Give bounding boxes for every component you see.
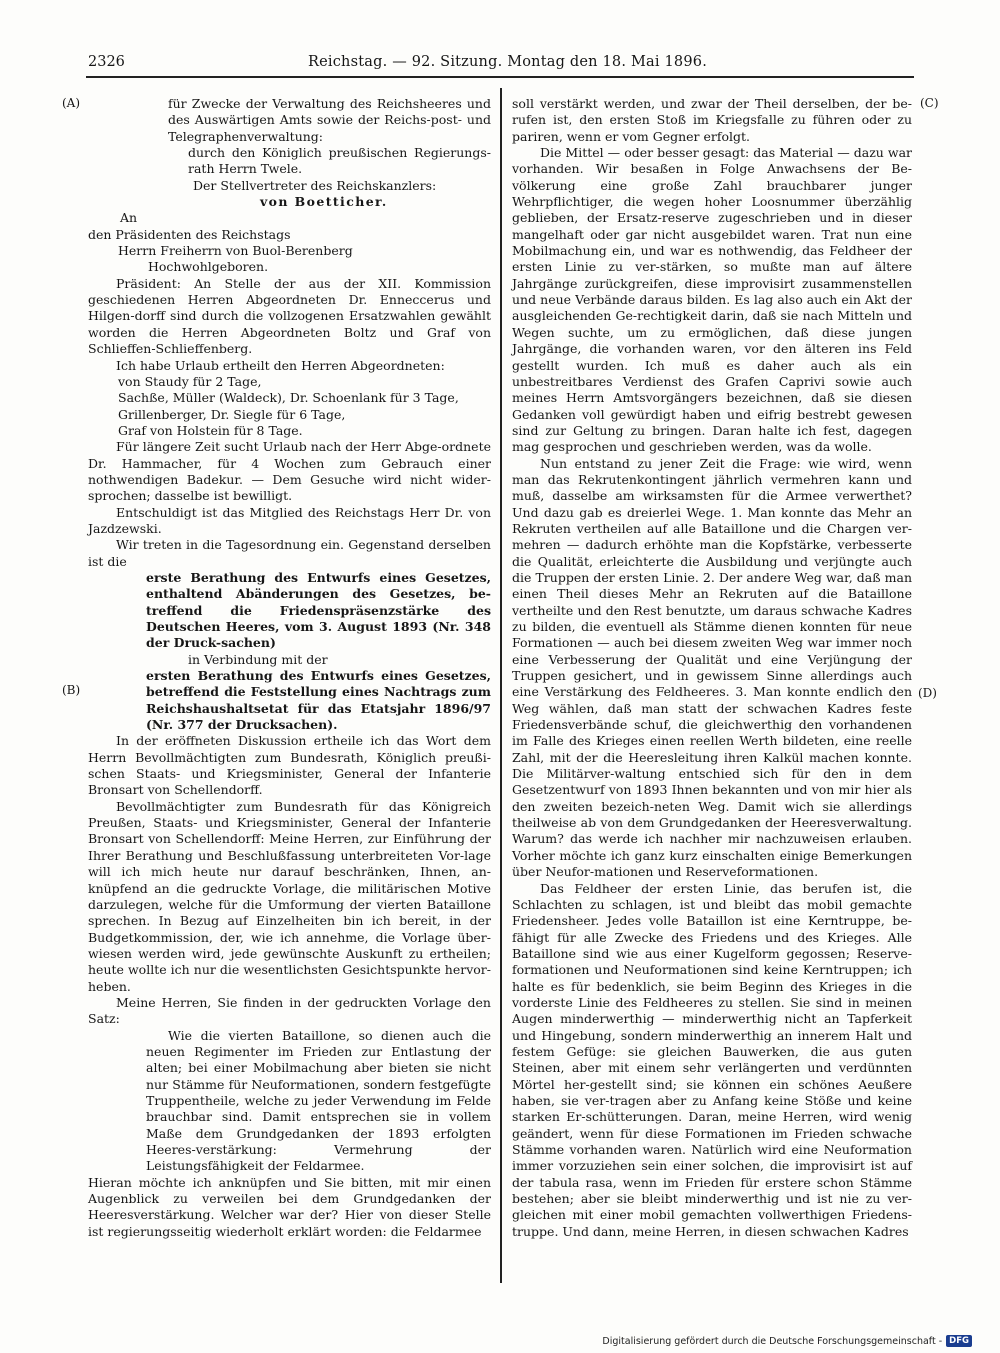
margin-mark-d: (D) xyxy=(918,686,937,700)
paragraph: Der Stellvertreter des Reichskanzlers: xyxy=(193,177,437,193)
paragraph: Meine Herren, Sie finden in der gedruckten Vorlage den Satz: xyxy=(88,994,491,1027)
paragraph: Bevollmächtigter zum Bundesrath für das Königreich Preußen, Staats- und Kriegsminister, General der Infanterie Bronsart von Schellendorff: Meine Herren, zur Einführung der Ihrer Berathung und Beschlußfassung unterbreiteten Vor-lage will ich mich heute nur darauf beschränken, Ihnen, an-knüpfend an die gedruckte Vorlage, die militärischen Motive darzulegen, welche für die Umformung der vierten Bataillone sprechen. In Bezug auf Einzelheiten bin ich bereit, in der Budgetkommission, der, wie ich annehme, die Vorlage über-wiesen werden wird, jede gewünschte Auskunft zu ertheilen; heute wollte ich nur die wesentlichsten Gesichtspunkte hervor-heben. xyxy=(88,798,491,994)
header-rule xyxy=(86,76,914,78)
page-number: 2326 xyxy=(88,54,125,70)
paragraph: Sachße, Müller (Waldeck), Dr. Schoenlank für 3 Tage, xyxy=(118,390,459,406)
paragraph: Die Mittel — oder besser gesagt: das Material — dazu war vorhanden. Wir besaßen in Folge Anwachsens der Be-völkerung eine große Zahl brauchbarer junger Wehrpflichtiger, die wegen hoher Loosnummer überzählig geblieben, der Ersatz-reserve zugeschrieben und in dieser mangelhaft oder gar nicht ausgebildet waren. Trat nun eine Mobilmachung ein, und war es nothwendig, das Feldheer der ersten Linie zu ver-stärken, so mußte man auf ältere Jahrgänge zurückgreifen, diese improvisirt zusammenstellen und neue Verbände daraus bilden. Es lag also auch ein Akt der ausgleichenden Ge-rechtigkeit darin, daß sie nach Mitteln und Wegen suchte, um zu ermöglichen, daß diese jungen Jahrgänge, die vorhanden waren, vor den älteren ins Feld gestellt wurden. Ich muß es daher auch als ein unbestreitbares Verdienst des Grafen Caprivi sowie auch meines Herrn Amtsvorgängers bezeichnen, daß sie diesen Gedanken voll gewürdigt haben und eifrig bestrebt gewesen sind zur Geltung zu bringen. Daran halte ich fest, dagegen mag gesprochen und geschrieben werden, was da wolle. xyxy=(512,145,912,455)
paragraph: in Verbindung mit der xyxy=(188,651,328,667)
paragraph: Grillenberger, Dr. Siegle für 6 Tage, xyxy=(118,406,346,422)
agenda-item: ersten Berathung des Entwurfs eines Gesetzes, betreffend die Feststellung eines Nachtrags zum Reichshaushaltsetat für das Etatsjahr 1896/97 (Nr. 377 der Drucksachen). xyxy=(146,668,491,733)
paragraph: Präsident: An Stelle der aus der XII. Kommission geschiedenen Herren Abgeordneten Dr. Enneccerus und Hilgen-dorff sind durch die vollzogenen Ersatzwahlen gewählt worden die Herren Abgeordneten Boltz und Graf von Schlieffen-Schlieffenberg. xyxy=(88,275,491,357)
paragraph: Hochwohlgeboren. xyxy=(148,259,269,275)
running-title: Reichstag. — 92. Sitzung. Montag den 18. Mai 1896. xyxy=(308,54,708,70)
digitization-footer xyxy=(602,1335,972,1347)
signature: von Boetticher. xyxy=(260,194,388,210)
paragraph: Nun entstand zu jener Zeit die Frage: wie wird, wenn man das Rekrutenkontingent jährlich vermehren kann und muß, dasselbe am wirksamsten für die Armee verwerthet? Und dazu gab es dreierlei Wege. 1. Man konnte das Mehr an Rekruten vertheilen auf alle Bataillone und die Chargen ver-mehren — dadurch erhöhte man die Kopfstärke, verbesserte die Qualität, erleichterte die Ausbildung und verjüngte auch die Truppen der ersten Linie. 2. Der andere Weg war, daß man einen Theil dieses Mehr an Rekruten auf die Bataillone vertheilte und den Rest benutzte, um daraus schwache Kadres zu bilden, die eventuell als Stämme dienen konnten für neue Formationen — auch bei diesem zweiten Weg war immer noch eine Verbesserung der Qualität und eine Verjüngung der Truppen gesichert, und in gewissem Sinne allerdings auch eine Verstärkung des Feldheeres. 3. Man konnte endlich den Weg wählen, daß man statt der schwachen Kadres feste Friedensverbände schuf, die gleichwerthig den vorhandenen im Falle des Krieges einen reellen Werth bildeten, eine reelle Zahl, mit der die Heeresleitung ihren Kalkül machen konnte. Die Militärver-waltung entschied sich für den in dem Gesetzentwurf von 1893 Ihnen bekannten und von mir hier als den zweiten bezeich-neten Weg. Damit wich sie allerdings theilweise ab von dem Grundgedanken der Heeresverwaltung. Warum? das werde ich nachher mir nachzuweisen erlauben. Vorher möchte ich ganz kurz einschalten einige Bemerkungen über Neufor-mationen und Reserveformationen. xyxy=(512,455,912,880)
paragraph: durch den Königlich preußischen Regierungs-rath Herrn Twele. xyxy=(188,145,491,177)
paragraph: Für längere Zeit sucht Urlaub nach der Herr Abge-ordnete Dr. Hammacher, für 4 Wochen zum Gebrauch einer nothwendigen Badekur. — Dem Gesuche wird nicht wider-sprochen; dasselbe ist bewilligt. xyxy=(88,439,491,504)
paragraph: Ich habe Urlaub ertheilt den Herren Abgeordneten: xyxy=(116,357,445,373)
column-divider xyxy=(500,88,502,1283)
paragraph: den Präsidenten des Reichstags xyxy=(88,226,291,242)
paragraph: Herrn Freiherrn von Buol-Berenberg xyxy=(118,243,353,259)
paragraph: Wir treten in die Tagesordnung ein. Gegenstand derselben ist die xyxy=(88,537,491,569)
margin-mark-a: (A) xyxy=(62,96,81,110)
paragraph: An xyxy=(120,210,138,226)
paragraph: In der eröffneten Diskussion ertheile ich das Wort dem Herrn Bevollmächtigten zum Bundesrath, Königlich preußi-schen Staats- und Kriegsminister, General der Infanterie Bronsart von Schellendorff. xyxy=(88,733,491,798)
dfg-logo: DFG xyxy=(946,1335,972,1347)
paragraph: Hieran möchte ich anknüpfen und Sie bitten, mit mir einen Augenblick zu verweilen bei dem Grundgedanken der Heeresverstärkung. Welcher war der? Hier von dieser Stelle ist regierungsseitig wiederholt erklärt worden: die Feldarmee xyxy=(88,1174,491,1239)
right-column xyxy=(512,96,912,1240)
paragraph: soll verstärkt werden, und zwar der Theil derselben, der be-rufen ist, den ersten Stoß im Kriegsfalle zu führen oder zu pariren, wenn er vom Gegner erfolgt. xyxy=(512,96,912,144)
page-header xyxy=(88,50,912,74)
left-column xyxy=(88,96,491,1240)
paragraph: Das Feldheer der ersten Linie, das berufen ist, die Schlachten zu schlagen, ist und bleibt das mobil gemachte Friedensheer. Jedes volle Bataillon ist eine Kerntruppe, be-fähigt für alle Zwecke des Friedens und des Krieges. Alle Bataillone sind wie aus einer Kugelform gegossen; Reserve-formationen und Neuformationen sind keine Kerntruppen; ich halte es für bedenklich, sie beim Beginn des Krieges in die vorderste Linie des Feldheeres zu stellen. Sie sind in meinen Augen minderwerthig — minderwerthig nicht an Tapferkeit und Hingebung, sondern minderwerthig an innerem Halt und festem Gefüge: sie gleichen Bauwerken, die aus guten Steinen, aber mit einem sehr verlängerten und verdünnten Mörtel her-gestellt sind; sie können ein schönes Aeußere haben, sie ver-tragen aber zu Anfang keine Stöße und keine starken Er-schütterungen. Daran, meine Herren, wird wenig geändert, wenn für diese Formationen im Frieden schwache Stämme vorhanden waren. Natürlich wird eine Neuformation immer vorzuziehen sein einer solchen, die improvisirt ist auf der tabula rasa, wenn im Frieden für erstere schon Stämme bestehen; aber sie bleibt minderwerthig und ist nie zu ver-gleichen mit einer mobil gemachten vollwerthigen Friedens-truppe. Und dann, meine Herren, in diesen schwachen Kadres xyxy=(512,880,912,1239)
quotation: Wie die vierten Bataillone, so dienen auch die neuen Regimenter im Frieden zur Entlastung der alten; bei einer Mobilmachung aber bieten sie nicht nur Stämme für Neuformationen, sondern festgefügte Truppentheile, welche zu jeder Verwendung im Felde brauchbar sind. Damit entsprechen sie in vollem Maße dem Grundgedanken der 1893 erfolgten Heeres-verstärkung: Vermehrung der Leistungsfähigkeit der Feldarmee. xyxy=(146,1027,491,1174)
paragraph: Graf von Holstein für 8 Tage. xyxy=(118,422,303,438)
footer-text: Digitalisierung gefördert durch die Deutsche Forschungsgemeinschaft - xyxy=(602,1335,943,1347)
paragraph: Entschuldigt ist das Mitglied des Reichstags Herr Dr. von Jazdzewski. xyxy=(88,504,491,536)
margin-mark-c: (C) xyxy=(920,96,939,110)
margin-mark-b: (B) xyxy=(62,683,81,697)
agenda-item: erste Berathung des Entwurfs eines Gesetzes, enthaltend Abänderungen des Gesetzes, be-treffend die Friedenspräsenzstärke des Deutschen Heeres, vom 3. August 1893 (Nr. 348 der Druck-sachen) xyxy=(146,569,491,651)
paragraph: von Staudy für 2 Tage, xyxy=(118,373,262,389)
paragraph: für Zwecke der Verwaltung des Reichsheeres und des Auswärtigen Amts sowie der Reichs-post- und Telegraphenverwaltung: xyxy=(168,96,491,144)
